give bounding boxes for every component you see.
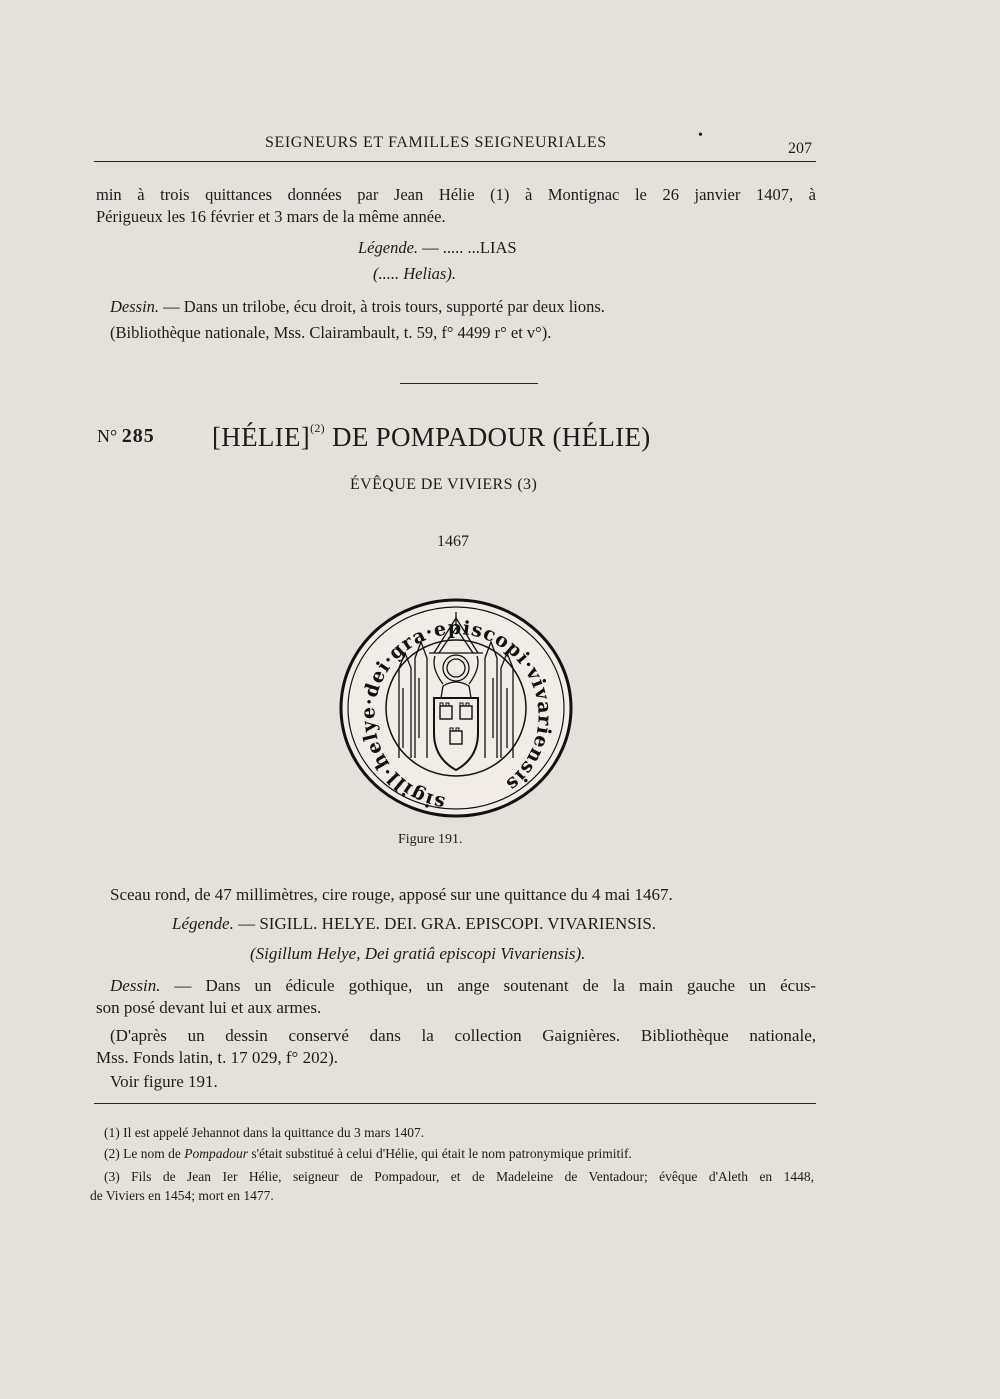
source-line: (D'après un dessin conservé dans la collection Gaignières. Bibliothèque nationale, [110,1026,816,1045]
entry-year: 1467 [437,533,469,550]
dessin-label: Dessin. [110,297,160,316]
description-line [110,975,816,997]
legend-line [172,913,656,935]
legend-label: Légende. [172,914,234,933]
seal-inscription: sigill·helye·dei·gra·episcopi·vivariensis [357,616,556,815]
seal-image [339,598,573,818]
source-line: (Bibliothèque nationale, Mss. Clairambault, t. 59, f° 4499 r° et v°). [110,323,552,342]
legend-text: — SIGILL. HELYE. DEI. GRA. EPISCOPI. VIVARIENSIS. [233,914,657,933]
footnote-1: (1) Il est appelé Jehannot dans la quittance du 3 mars 1407. [104,1125,425,1140]
footnote-3-cont: de Viviers en 1454; mort en 1477. [90,1188,274,1203]
header-rule [94,161,816,162]
footnote-ref: (2) [310,421,325,435]
entry-title: [HÉLIE]$^{(2)}$ DE POMPADOUR (HÉLIE) [212,421,651,452]
description-line [110,296,605,318]
entry-number: N° 285 [97,425,155,447]
seal-illustration [339,598,573,818]
entry-subtitle: ÉVÊQUE DE VIVIERS (3) [350,476,538,493]
figure-caption: Figure 191. [398,832,463,847]
seal-description: Sceau rond, de 47 millimètres, cire rouge, apposé sur une quittance du 4 mai 1467. [110,885,673,904]
page-number: 207 [788,140,812,157]
footnote-rule [94,1103,816,1104]
legend-line [358,237,517,259]
dessin-text: — Dans un trilobe, écu droit, à trois tours, supporté par deux lions. [159,297,605,316]
legend-label: Légende. [358,238,419,257]
figure-reference: Voir figure 191. [110,1072,218,1091]
header-ornament: • [698,128,703,143]
dessin-label: Dessin. [110,976,161,995]
legend-translation: (..... Helias). [373,264,456,283]
description-line: son posé devant lui et aux armes. [96,998,322,1017]
legend-translation: (Sigillum Helye, Dei gratiâ episcopi Vivariensis). [250,944,586,963]
entry-number-value: 285 [121,425,155,447]
legend-text: — ..... ...LIAS [418,238,517,257]
footnote-2: (2) Le nom de Pompadour s'était substitué à celui d'Hélie, qui était le nom patronymique primitif. [104,1146,632,1161]
text-line: Périgueux les 16 février et 3 mars de la même année. [96,207,446,226]
source-line: Mss. Fonds latin, t. 17 029, f° 202). [96,1048,338,1067]
dessin-text: — Dans un édicule gothique, un ange soutenant de la main gauche un écus- [160,976,816,995]
running-header: SEIGNEURS ET FAMILLES SEIGNEURIALES [265,134,607,151]
footnote-3: (3) Fils de Jean Ier Hélie, seigneur de Pompadour, et de Madeleine de Ventadour; évêque d'Aleth en 1448, [104,1169,814,1184]
section-divider [400,383,538,384]
text-line: min à trois quittances données par Jean Hélie (1) à Montignac le 26 janvier 1407, à [96,185,816,204]
